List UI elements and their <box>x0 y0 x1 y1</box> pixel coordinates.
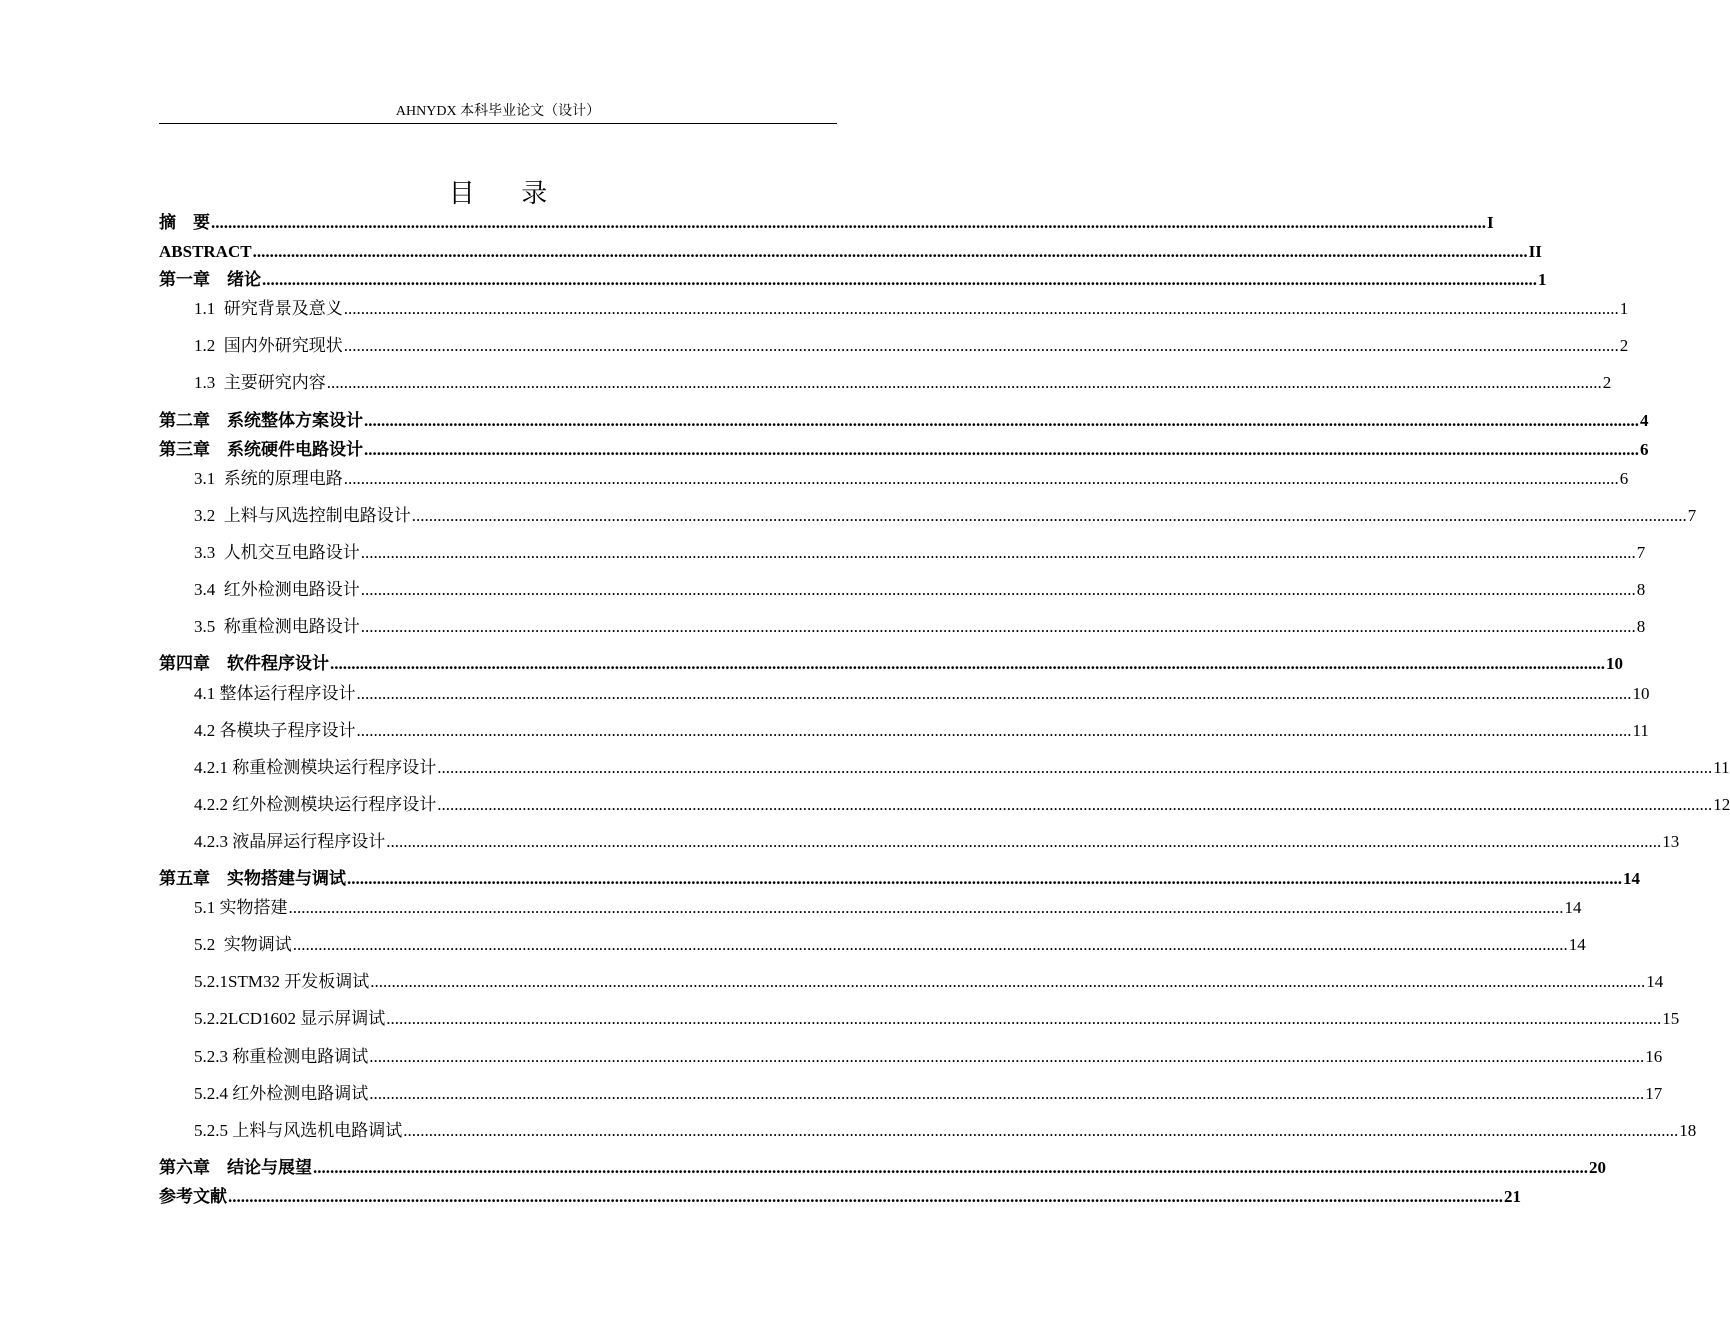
toc-entry-label: 5.2.4 红外检测电路调试 <box>194 1084 369 1103</box>
toc-entry-label: 5.2.1STM32 开发板调试 <box>194 972 370 991</box>
toc-section-entry[interactable] <box>194 831 1680 853</box>
toc-page-number: 20 <box>1589 1158 1606 1177</box>
toc-entry-label: 5.2.3 称重检测电路调试 <box>194 1047 369 1066</box>
toc-chapter-entry[interactable] <box>159 868 1640 890</box>
toc-section-entry[interactable] <box>194 1046 1663 1068</box>
toc-entry-label: 第四章 软件程序设计 <box>159 654 329 673</box>
toc-entry-label: 1.2 国内外研究现状 <box>194 336 343 355</box>
toc-page-number: 7 <box>1636 543 1646 562</box>
toc-page-number: 12 <box>1713 795 1730 814</box>
toc-page-number: II <box>1528 242 1542 261</box>
toc-entry-label: 第五章 实物搭建与调试 <box>159 869 346 888</box>
toc-dot-leader: ............................................................................................................................................................................................................................................................................................................ <box>360 543 1636 562</box>
toc-dot-leader: ............................................................................................................................................................................................................................................................................................................ <box>369 1084 1645 1103</box>
toc-chapter-entry[interactable] <box>159 410 1649 432</box>
toc-dot-leader: ............................................................................................................................................................................................................................................................................................................ <box>364 440 1639 459</box>
toc-chapter-entry[interactable] <box>159 653 1623 675</box>
toc-section-entry[interactable] <box>194 971 1664 993</box>
toc-section-entry[interactable] <box>194 298 1629 320</box>
toc-dot-leader: ............................................................................................................................................................................................................................................................................................................ <box>356 684 1632 703</box>
toc-chapter-entry[interactable] <box>159 241 1542 263</box>
toc-entry-label: 1.1 研究背景及意义 <box>194 299 343 318</box>
toc-dot-leader: ............................................................................................................................................................................................................................................................................................................ <box>228 1187 1503 1206</box>
toc-page-number: 8 <box>1636 580 1646 599</box>
toc-dot-leader: ............................................................................................................................................................................................................................................................................................................ <box>403 1121 1679 1140</box>
toc-entry-label: 5.2 实物调试 <box>194 935 292 954</box>
toc-chapter-entry[interactable] <box>159 269 1547 291</box>
toc-chapter-entry[interactable] <box>159 1186 1521 1208</box>
toc-dot-leader: ............................................................................................................................................................................................................................................................................................................ <box>292 935 1568 954</box>
toc-page-number: 4 <box>1640 411 1649 430</box>
toc-entry-label: 5.2.2LCD1602 显示屏调试 <box>194 1009 386 1028</box>
toc-page-number: 8 <box>1636 617 1646 636</box>
toc-page-number: 18 <box>1679 1121 1697 1140</box>
toc-page-number: 7 <box>1687 506 1697 525</box>
toc-page-number: 1 <box>1538 270 1547 289</box>
toc-page-number: 2 <box>1602 373 1612 392</box>
toc-page-number: 17 <box>1645 1084 1663 1103</box>
toc-chapter-entry[interactable] <box>159 439 1649 461</box>
toc-title: 目 录 <box>448 179 568 208</box>
toc-section-entry[interactable] <box>194 683 1650 705</box>
toc-chapter-entry[interactable] <box>159 1157 1606 1179</box>
toc-entry-label: 1.3 主要研究内容 <box>194 373 326 392</box>
toc-dot-leader: ............................................................................................................................................................................................................................................................................................................ <box>343 299 1619 318</box>
toc-entry-label: 第三章 系统硬件电路设计 <box>159 440 363 459</box>
toc-dot-leader: ............................................................................................................................................................................................................................................................................................................ <box>370 972 1646 991</box>
toc-page-number: 14 <box>1568 935 1586 954</box>
toc-dot-leader: ............................................................................................................................................................................................................................................................................................................ <box>356 721 1632 740</box>
toc-dot-leader: ............................................................................................................................................................................................................................................................................................................ <box>369 1047 1645 1066</box>
toc-dot-leader: ............................................................................................................................................................................................................................................................................................................ <box>386 1009 1662 1028</box>
page-header: AHNYDX 本科毕业论文（设计） <box>395 104 601 119</box>
toc-section-entry[interactable] <box>194 757 1730 779</box>
toc-dot-leader: ............................................................................................................................................................................................................................................................................................................ <box>211 213 1486 232</box>
toc-dot-leader: ............................................................................................................................................................................................................................................................................................................ <box>411 506 1687 525</box>
toc-dot-leader: ............................................................................................................................................................................................................................................................................................................ <box>262 270 1537 289</box>
toc-dot-leader: ............................................................................................................................................................................................................................................................................................................ <box>386 832 1662 851</box>
toc-section-entry[interactable] <box>194 1083 1663 1105</box>
toc-section-entry[interactable] <box>194 468 1629 490</box>
toc-page-number: 6 <box>1619 469 1629 488</box>
toc-section-entry[interactable] <box>194 1120 1697 1142</box>
toc-dot-leader: ............................................................................................................................................................................................................................................................................................................ <box>313 1158 1588 1177</box>
toc-entry-label: 第一章 绪论 <box>159 270 261 289</box>
toc-page-number: 10 <box>1606 654 1623 673</box>
toc-dot-leader: ............................................................................................................................................................................................................................................................................................................ <box>288 898 1564 917</box>
toc-page-number: 14 <box>1564 898 1582 917</box>
toc-dot-leader: ............................................................................................................................................................................................................................................................................................................ <box>252 242 1528 261</box>
toc-page-number: 1 <box>1619 299 1629 318</box>
toc-entry-label: 4.1 整体运行程序设计 <box>194 684 356 703</box>
toc-entry-label: 3.2 上料与风选控制电路设计 <box>194 506 411 525</box>
toc-dot-leader: ............................................................................................................................................................................................................................................................................................................ <box>364 411 1639 430</box>
toc-dot-leader: ............................................................................................................................................................................................................................................................................................................ <box>437 795 1713 814</box>
toc-entry-label: 参考文献 <box>159 1187 227 1206</box>
toc-page-number: 15 <box>1662 1009 1680 1028</box>
toc-section-entry[interactable] <box>194 720 1649 742</box>
toc-entry-label: 3.3 人机交互电路设计 <box>194 543 360 562</box>
toc-dot-leader: ............................................................................................................................................................................................................................................................................................................ <box>330 654 1605 673</box>
toc-section-entry[interactable] <box>194 897 1582 919</box>
toc-section-entry[interactable] <box>194 794 1730 816</box>
toc-page-number: 2 <box>1619 336 1629 355</box>
toc-page-number: 14 <box>1623 869 1640 888</box>
toc-section-entry[interactable] <box>194 505 1697 527</box>
toc-page-number: 11 <box>1632 721 1649 740</box>
toc-dot-leader: ............................................................................................................................................................................................................................................................................................................ <box>343 336 1619 355</box>
toc-section-entry[interactable] <box>194 372 1612 394</box>
toc-entry-label: 3.5 称重检测电路设计 <box>194 617 360 636</box>
toc-entry-label: 3.4 红外检测电路设计 <box>194 580 360 599</box>
toc-section-entry[interactable] <box>194 335 1629 357</box>
toc-section-entry[interactable] <box>194 1008 1680 1030</box>
toc-entry-label: 3.1 系统的原理电路 <box>194 469 343 488</box>
header-divider <box>159 123 837 124</box>
toc-entry-label: 4.2.3 液晶屏运行程序设计 <box>194 832 386 851</box>
toc-page-number: 11 <box>1713 758 1730 777</box>
toc-entry-label: 第六章 结论与展望 <box>159 1158 312 1177</box>
toc-entry-label: 4.2 各模块子程序设计 <box>194 721 356 740</box>
toc-dot-leader: ............................................................................................................................................................................................................................................................................................................ <box>326 373 1602 392</box>
toc-page-number: 14 <box>1646 972 1664 991</box>
toc-entry-label: ABSTRACT <box>159 242 252 261</box>
toc-entry-label: 5.2.5 上料与风选机电路调试 <box>194 1121 403 1140</box>
toc-entry-label: 4.2.2 红外检测模块运行程序设计 <box>194 795 437 814</box>
toc-dot-leader: ............................................................................................................................................................................................................................................................................................................ <box>343 469 1619 488</box>
toc-page-number: 6 <box>1640 440 1649 459</box>
toc-dot-leader: ............................................................................................................................................................................................................................................................................................................ <box>347 869 1622 888</box>
toc-dot-leader: ............................................................................................................................................................................................................................................................................................................ <box>437 758 1713 777</box>
toc-dot-leader: ............................................................................................................................................................................................................................................................................................................ <box>360 580 1636 599</box>
toc-entry-label: 第二章 系统整体方案设计 <box>159 411 363 430</box>
toc-section-entry[interactable] <box>194 542 1646 564</box>
toc-section-entry[interactable] <box>194 616 1646 638</box>
toc-section-entry[interactable] <box>194 934 1586 956</box>
toc-page-number: 21 <box>1504 1187 1521 1206</box>
toc-entry-label: 摘 要 <box>159 213 210 232</box>
toc-page-number: 13 <box>1662 832 1680 851</box>
toc-dot-leader: ............................................................................................................................................................................................................................................................................................................ <box>360 617 1636 636</box>
toc-entry-label: 5.1 实物搭建 <box>194 898 288 917</box>
toc-page-number: I <box>1487 213 1494 232</box>
toc-page-number: 10 <box>1632 684 1650 703</box>
toc-section-entry[interactable] <box>194 579 1646 601</box>
toc-entry-label: 4.2.1 称重检测模块运行程序设计 <box>194 758 437 777</box>
toc-page-number: 16 <box>1645 1047 1663 1066</box>
toc-chapter-entry[interactable] <box>159 212 1494 234</box>
